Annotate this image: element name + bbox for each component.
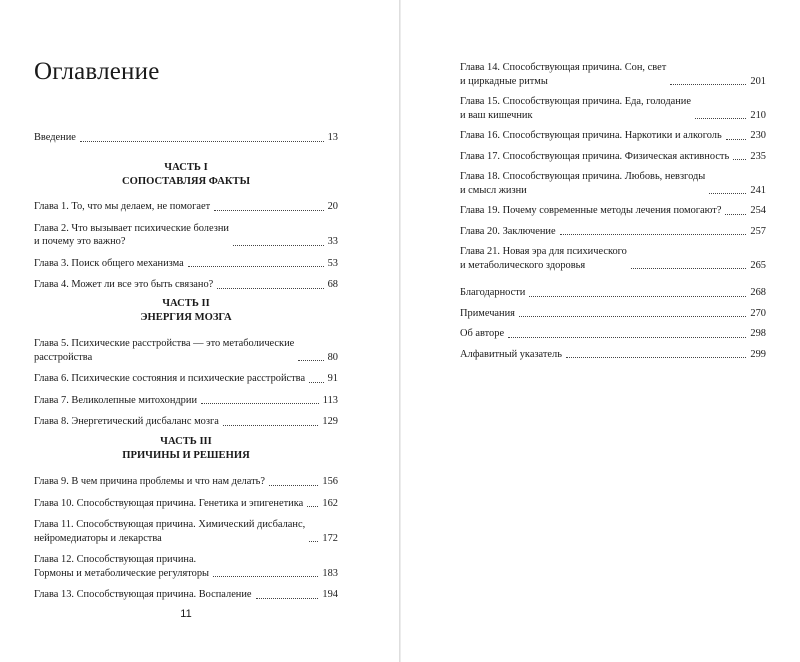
toc-entry-page: 230 — [750, 130, 766, 141]
toc-entry — [460, 307, 766, 321]
toc-entry — [34, 394, 338, 408]
toc-entry-page: 156 — [322, 476, 338, 487]
toc-entry-title: Глава 12. Способствующая причина. Гормоны и метаболические регуляторы — [34, 554, 210, 579]
toc-entry-page: 13 — [327, 132, 338, 143]
toc-entry-page: 254 — [750, 205, 766, 216]
toc-entry-title: Примечания — [460, 307, 515, 319]
toc-entry — [34, 415, 338, 429]
dot-leader — [309, 382, 324, 383]
toc-entry — [460, 95, 766, 122]
toc-entry — [460, 204, 766, 218]
toc-entry — [34, 553, 338, 580]
dot-leader — [508, 337, 746, 338]
toc-entry-page: 113 — [322, 394, 338, 406]
toc-entry-page: 20 — [327, 201, 338, 212]
toc-entry-intro — [34, 131, 338, 145]
dot-leader — [309, 541, 318, 542]
part-3-block — [34, 435, 338, 463]
toc-entry-title: Об авторе — [460, 328, 505, 339]
toc-entry-page: 268 — [750, 287, 766, 298]
dot-leader — [213, 576, 318, 577]
toc-entry — [34, 200, 338, 214]
toc-entry-page: 194 — [322, 589, 338, 600]
toc-entry-page: 257 — [750, 225, 766, 237]
toc-entry-page: 68 — [327, 279, 338, 290]
toc-entry — [460, 245, 766, 272]
toc-entry — [34, 518, 338, 545]
toc-entry-page: 201 — [750, 75, 766, 87]
toc-entry-page: 235 — [750, 150, 766, 162]
toc-entry-page: 91 — [327, 373, 338, 384]
toc-entry-page: 241 — [750, 184, 766, 196]
part-number: ЧАСТЬ II — [162, 298, 210, 309]
toc-entry — [34, 257, 338, 271]
toc-entry-title: Глава 18. Способствующая причина. Любовь, невзгоды и смысл жизни — [460, 171, 706, 196]
toc-entry-title: Глава 4. Может ли все это быть связано? — [34, 279, 214, 290]
toc-entry-title: Глава 9. В чем причина проблемы и что нам делать? — [34, 476, 265, 487]
dot-leader — [733, 159, 746, 160]
toc-entry — [34, 372, 338, 386]
right-chapters — [460, 61, 766, 272]
dot-leader — [188, 266, 324, 267]
toc-entry-page: 80 — [327, 351, 338, 363]
dot-leader — [298, 360, 323, 361]
toc-entry-title: Глава 8. Энергетический дисбаланс мозга — [34, 416, 219, 427]
dot-leader — [256, 598, 319, 599]
part-1-block — [34, 161, 338, 189]
part-number: ЧАСТЬ I — [164, 162, 208, 173]
dot-leader — [214, 210, 323, 211]
toc-entry-page: 183 — [322, 567, 338, 579]
toc-entry-title: Глава 17. Способствующая причина. Физическая активность — [460, 150, 730, 162]
toc-entry-title: Глава 7. Великолепные митохондрии — [34, 394, 198, 406]
dot-leader — [201, 403, 319, 404]
toc-entry-title: Глава 13. Способствующая причина. Воспаление — [34, 589, 252, 600]
part-1-chapters — [34, 200, 338, 292]
part-title: ЭНЕРГИЯ МОЗГА — [140, 312, 232, 323]
part-2-chapters — [34, 337, 338, 429]
dot-leader — [725, 214, 746, 215]
dot-leader — [670, 84, 746, 85]
toc-entry-page: 299 — [750, 348, 766, 360]
left-page — [0, 0, 399, 662]
dot-leader — [217, 288, 323, 289]
part-3-chapters — [34, 475, 338, 602]
toc-entry — [460, 327, 766, 341]
toc-entry-page: 53 — [327, 257, 338, 269]
toc-entry-page: 210 — [750, 109, 766, 121]
page-title: Оглавление — [34, 58, 160, 85]
toc-entry-page: 265 — [750, 259, 766, 271]
intro-block — [34, 131, 338, 145]
dot-leader — [233, 245, 324, 246]
toc-entry-page: 129 — [322, 416, 338, 427]
page-number: 11 — [180, 608, 192, 620]
toc-entry-page: 172 — [322, 532, 338, 544]
toc-entry-title: Введение — [34, 132, 76, 143]
toc-entry-title: Глава 15. Способствующая причина. Еда, голодание и ваш кишечник — [460, 96, 691, 121]
toc-entry-title: Глава 6. Психические состояния и психические расстройства — [34, 373, 306, 384]
dot-leader — [695, 118, 746, 119]
toc-entry — [460, 286, 766, 300]
dot-leader — [560, 234, 747, 235]
toc-entry-page: 298 — [750, 328, 766, 339]
toc-entry — [460, 348, 766, 362]
toc-entry-page: 162 — [322, 497, 338, 509]
part-heading — [34, 435, 338, 463]
toc-entry-title: Алфавитный указатель — [460, 348, 562, 360]
toc-entry-title: Глава 2. Что вызывает психические болезни и почему это важно? — [34, 222, 229, 247]
toc-entry — [460, 129, 766, 143]
right-page — [401, 0, 800, 662]
dot-leader — [529, 296, 746, 297]
toc-entry — [460, 150, 766, 164]
dot-leader — [307, 506, 318, 507]
part-number: ЧАСТЬ III — [160, 436, 212, 447]
toc-entry-title: Глава 14. Способствующая причина. Сон, свет и циркадные ритмы — [460, 62, 667, 87]
part-title: СОПОСТАВЛЯЯ ФАКТЫ — [121, 176, 251, 187]
toc-entry-title: Благодарности — [460, 287, 526, 298]
back-matter — [460, 286, 766, 361]
toc-entry-title: Глава 1. То, что мы делаем, не помогает — [34, 201, 211, 212]
toc-entry-title: Глава 19. Почему современные методы лечения помогают? — [460, 205, 722, 216]
toc-entry — [460, 170, 766, 197]
toc-entry — [34, 222, 338, 249]
dot-leader — [80, 141, 324, 142]
part-2-block — [34, 297, 338, 325]
dot-leader — [709, 193, 746, 194]
toc-entry-title: Глава 10. Способствующая причина. Генетика и эпигенетика — [34, 497, 304, 509]
toc-entry-title: Глава 11. Способствующая причина. Химический дисбаланс, нейромедиаторы и лекарства — [34, 519, 306, 544]
toc-entry — [460, 225, 766, 239]
dot-leader — [519, 316, 746, 317]
toc-entry — [34, 475, 338, 489]
dot-leader — [223, 425, 319, 426]
toc-entry — [34, 278, 338, 292]
dot-leader — [631, 268, 747, 269]
dot-leader — [566, 357, 746, 358]
dot-leader — [726, 139, 747, 140]
toc-entry-title: Глава 21. Новая эра для психического и метаболического здоровья — [460, 246, 627, 271]
dot-leader — [269, 485, 318, 486]
part-heading — [34, 297, 338, 325]
part-heading — [34, 161, 338, 189]
toc-entry — [34, 337, 338, 364]
toc-entry-title: Глава 5. Психические расстройства — это метаболические расстройства — [34, 338, 295, 363]
toc-entry — [34, 497, 338, 511]
toc-entry-page: 33 — [327, 236, 338, 247]
toc-entry — [460, 61, 766, 88]
toc-entry-title: Глава 16. Способствующая причина. Наркотики и алкоголь — [460, 130, 722, 141]
toc-entry-title: Глава 3. Поиск общего механизма — [34, 257, 184, 269]
toc-entry-title: Глава 20. Заключение — [460, 225, 556, 237]
toc-entry — [34, 588, 338, 602]
part-title: ПРИЧИНЫ И РЕШЕНИЯ — [122, 450, 250, 461]
toc-entry-page: 270 — [750, 307, 766, 319]
